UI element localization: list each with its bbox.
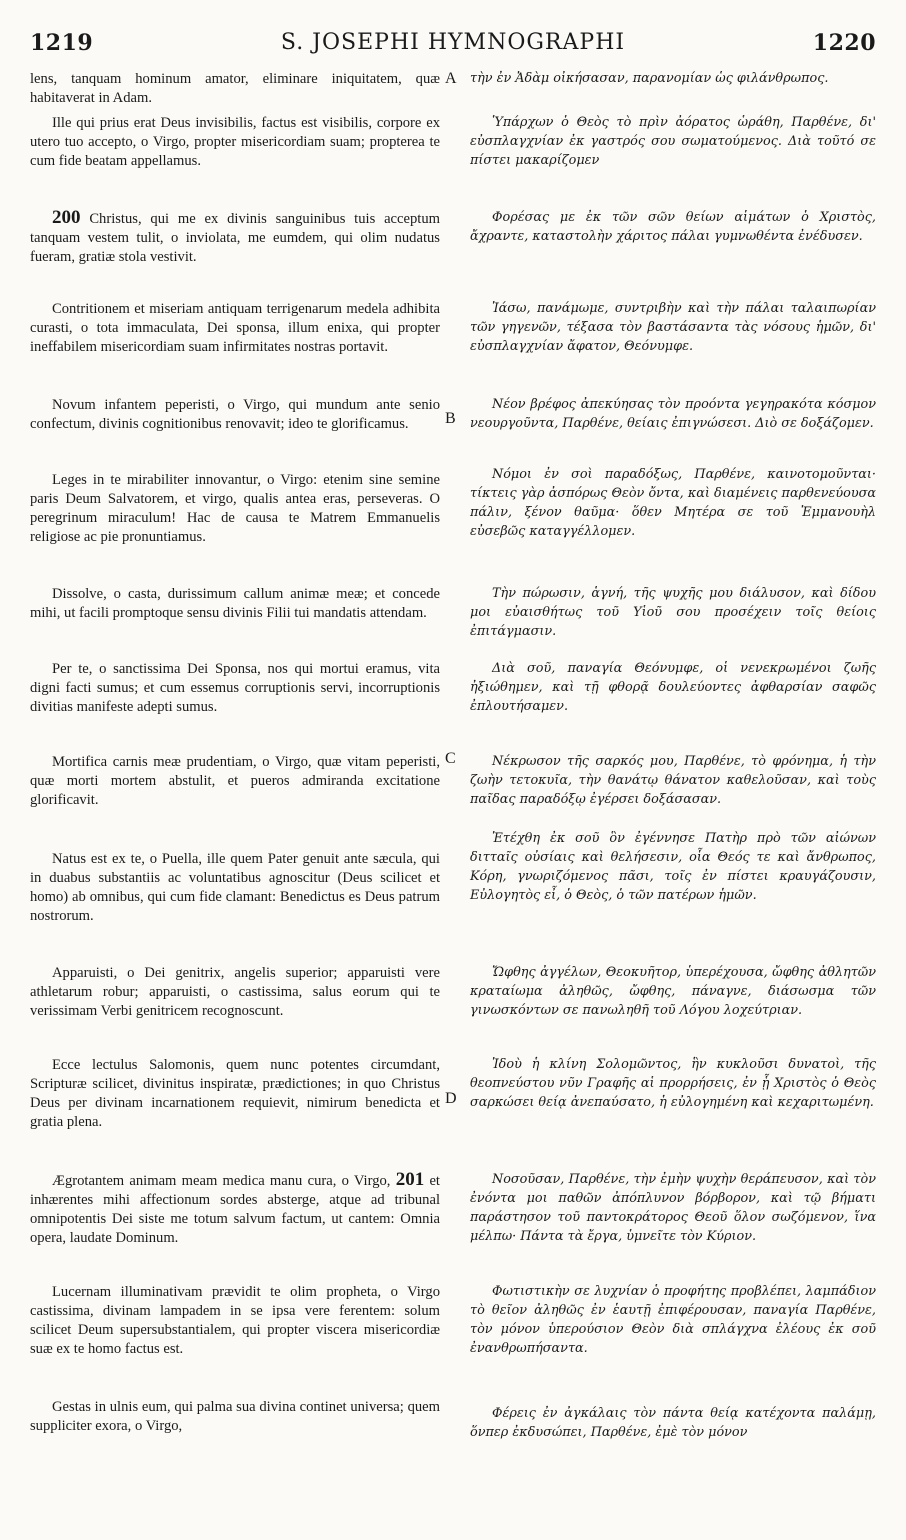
greek-paragraph: Ἐτέχθη ἐκ σοῦ ὃν ἐγέννησε Πατὴρ πρὸ τῶν αἰώνων διτταῖς οὐσίαις καὶ θελήσεσιν, οἷα Θεός τε καὶ ἄνθρωπος, Κόρη, γνωριζόμενος πᾶσι, τοῖς ἐν πίστει κραυγάζουσιν, Εὐλογητὸς εἶ, ὁ Θεὸς, ὁ τῶν πατέρων ἡμῶν. — [470, 831, 876, 903]
greek-paragraph: Ὤφθης ἀγγέλων, Θεοκυῆτορ, ὑπερέχουσα, ὤφθης ἀθλητῶν κραταίωμα ἀληθῶς, ὤφθης, πάναγνε, διάσωσμα τῶν γινωσκόντων σε πανωληθῆ τοῦ Λόγου λοχεύτριαν. — [470, 965, 876, 1018]
margin-letter-d: D — [445, 1090, 457, 1107]
latin-paragraph: Gestas in ulnis eum, qui palma sua divina continet universa; quem suppliciter exora, o Virgo, — [30, 1399, 440, 1434]
margin-letter-c: C — [445, 750, 456, 767]
right-column-number: 1220 — [812, 30, 876, 56]
margin-letter-b: B — [445, 410, 456, 427]
latin-paragraph: Ecce lectulus Salomonis, quem nunc potentes circumdant, Scripturæ scilicet, divinitus inspiratæ, prædictiones; in quo Christus Deus per divinam incarnationem requievit, nimirum benedicta et gratia plena. — [30, 1057, 440, 1130]
greek-paragraph: Διὰ σοῦ, παναγία Θεόνυμφε, οἱ νενεκρωμένοι ζωῆς ἠξιώθημεν, καὶ τῇ φθορᾷ δουλεύοντες ἀφθαρσίαν σαφῶς ἐπλουτήσαμεν. — [470, 661, 876, 714]
latin-paragraph: Dissolve, o casta, durissimum callum animæ meæ; et concede mihi, ut facili promptoque sensu divinis Filii tui mandatis attendam. — [30, 586, 440, 621]
greek-paragraph: Νέκρωσον τῆς σαρκός μου, Παρθένε, τὸ φρόνημα, ἡ τὴν ζωὴν τετοκυῖα, τὴν θανάτῳ θάνατον καθελοῦσαν, καὶ τοὺς παῖδας παραδόξῳ ἐγέρσει δοξάσασαν. — [470, 754, 876, 807]
latin-paragraph-text: Christus, qui me ex divinis sanguinibus tuis acceptum tanquam vestem tulit, o inviolata, me eumdem, qui olim nudatus fueram, gratiæ stola vestivit. — [30, 211, 440, 265]
latin-paragraph: Per te, o sanctissima Dei Sponsa, nos qui mortui eramus, vita digni facti sumus; et cum essemus corruptionis servi, incorruptionis divitias manifeste adepti sumus. — [30, 661, 440, 715]
greek-paragraph: Φωτιστικὴν σε λυχνίαν ὁ προφήτης προβλέπει, λαμπάδιον τὸ θεῖον ἀληθῶς ἐν ἑαυτῇ ἐπιφέρουσαν, παναγία Παρθένε, τὸν μόνον ὑπερούσιον Θεὸν διὰ σπλάγχνα ἐλέους ἐκ σοῦ ἐνανθρωπήσαντα. — [470, 1284, 876, 1356]
greek-paragraph: Ἰάσω, πανάμωμε, συντριβὴν καὶ τὴν πάλαι ταλαιπωρίαν τῶν γηγενῶν, τέξασα τὸν βαστάσαντα τὰς νόσους ἡμῶν, δι' εὐσπλαγχνίαν ἄφατον, Θεόνυμφε. — [470, 301, 876, 354]
latin-paragraph: Ille qui prius erat Deus invisibilis, factus est visibilis, corpore ex utero tuo accepto, o Virgo, propter misericordiam suam; propterea te cum fide beatam appellamus. — [30, 115, 440, 169]
latin-paragraph: Mortifica carnis meæ prudentiam, o Virgo, quæ vitam peperisti, quæ morti mortem abstulit, et pueros admiranda excitatione glorificavit. — [30, 754, 440, 808]
left-column-number: 1219 — [30, 30, 94, 56]
latin-paragraph: lens, tanquam hominum amator, eliminare iniquitatem, quæ habitaverat in Adam. — [30, 71, 440, 106]
latin-paragraph — [30, 209, 440, 267]
greek-paragraph: Νόμοι ἐν σοὶ παραδόξως, Παρθένε, καινοτομοῦνται· τίκτεις γὰρ ἀσπόρως Θεὸν ὄντα, καὶ διαμένεις παρθενεύουσα πάλιν, ξένον θαῦμα· ὅθεν Μητέρα σε τοῦ Ἐμμανουὴλ εὐσεβῶς καταγγέλλομεν. — [470, 467, 876, 539]
greek-paragraph: Φέρεις ἐν ἀγκάλαις τὸν πάντα θείᾳ κατέχοντα παλάμῃ, ὅνπερ ἐκδυσώπει, Παρθένε, ἐμὲ τὸν μόνον — [470, 1406, 876, 1440]
running-title: S. JOSEPHI HYMNOGRAPHI — [280, 30, 626, 55]
greek-paragraph: Νέον βρέφος ἀπεκύησας τὸν προόντα γεγηρακότα κόσμον νεουργοῦντα, Παρθένε, θείαις ἐπιγνώσεσι. Διὸ σε δοξάζομεν. — [470, 397, 876, 431]
margin-letter-a: A — [445, 70, 457, 87]
latin-paragraph — [30, 1171, 440, 1248]
latin-paragraph: Lucernam illuminativam prævidit te olim propheta, o Virgo castissima, divinam lampadem in se ipsa vere ferentem: solum scilicet Deum supersubstantialem, qui propter viscera misericordiæ suæ ex te homo factus est. — [30, 1284, 440, 1357]
latin-paragraph: Natus est ex te, o Puella, ille quem Pater genuit ante sæcula, qui in duabus substantiis ac voluntatibus agnoscitur (Deus scilicet et homo) ab omnibus, qui cum fide clamant: Benedictus es Deus patrum nostrorum. — [30, 851, 440, 924]
latin-paragraph: Novum infantem peperisti, o Virgo, qui mundum ante senio confectum, divinis cognitionibus renovavit; ideo te glorificamus. — [30, 397, 440, 432]
greek-paragraph: Τὴν πώρωσιν, ἁγνή, τῆς ψυχῆς μου διάλυσον, καὶ δίδου μοι εὐαισθήτως τοῦ Υἱοῦ σου προσέχειν τοῖς θείοις ἐπιτάγμασιν. — [470, 586, 876, 639]
greek-paragraph: Ἰδοὺ ἡ κλίνη Σολομῶντος, ἣν κυκλοῦσι δυνατοὶ, τῆς θεοπνεύστου νῦν Γραφῆς αἱ προρρήσεις, ἐν ᾗ Χριστὸς ὁ Θεὸς σαρκώσει θείᾳ ἀνεπαύσατο, ἡ εὐλογημένη καὶ κεχαριτωμένη. — [470, 1057, 876, 1110]
column-marker-number: 200 — [52, 207, 81, 228]
latin-paragraph: Apparuisti, o Dei genitrix, angelis superior; apparuisti vere athletarum robur; apparuisti, o castissima, salus eorum qui te verissimam Verbi genitricem recognoscunt. — [30, 965, 440, 1019]
latin-paragraph-text: Ægrotantem animam meam medica manu cura, o Virgo, — [52, 1173, 391, 1189]
greek-paragraph: Ὑπάρχων ὁ Θεὸς τὸ πρὶν ἀόρατος ὡράθη, Παρθένε, δι' εὐσπλαγχνίαν ἐκ γαστρός σου σωματούμενος. Διὰ τοῦτό σε πίστει μακαρίζομεν — [470, 115, 876, 168]
greek-paragraph: Φορέσας με ἐκ τῶν σῶν θείων αἱμάτων ὁ Χριστὸς, ἄχραντε, καταστολὴν χάριτος πάλαι γυμνωθέντα ἐνέδυσεν. — [470, 210, 876, 244]
column-marker-number: 201 — [395, 1169, 425, 1190]
latin-paragraph: Contritionem et miseriam antiquam terrigenarum medela adhibita curasti, o tota immaculata, Dei sponsa, illum enixa, qui propter ineffabilem misericordiam suam infirmitates nostras portavit. — [30, 301, 440, 355]
page-header — [30, 30, 876, 66]
greek-paragraph: τὴν ἐν Ἀδὰμ οἰκήσασαν, παρανομίαν ὡς φιλάνθρωπος. — [470, 71, 829, 86]
latin-paragraph: Leges in te mirabiliter innovantur, o Virgo: etenim sine semine paris Deum Salvatorem, et virgo, qualis antea eras, perseveras. O peregrinum miraculum! Hac de causa te Matrem Emmanuelis religiose ac pie pronuntiamus. — [30, 472, 440, 545]
latin-paragraph-text: et inhærentes mihi affectionum sordes absterge, atque ad tribunal omnipotentis Dei siste me totum salvum factum, ut cantem: Omnia opera, laudate Dominum. — [30, 1173, 440, 1246]
greek-paragraph: Νοσοῦσαν, Παρθένε, τὴν ἐμὴν ψυχὴν θεράπευσον, καὶ τὸν ἐνόντα μοι παθῶν ἀπόπλυνον βόρβορον, καὶ τῷ βήματι παράστησον τοῦ παντοκράτορος Θεοῦ ὅλον σωζόμενον, ἵνα μέλπω· Πάντα τὰ ἔργα, ὑμνεῖτε τὸν Κύριον. — [470, 1172, 876, 1244]
